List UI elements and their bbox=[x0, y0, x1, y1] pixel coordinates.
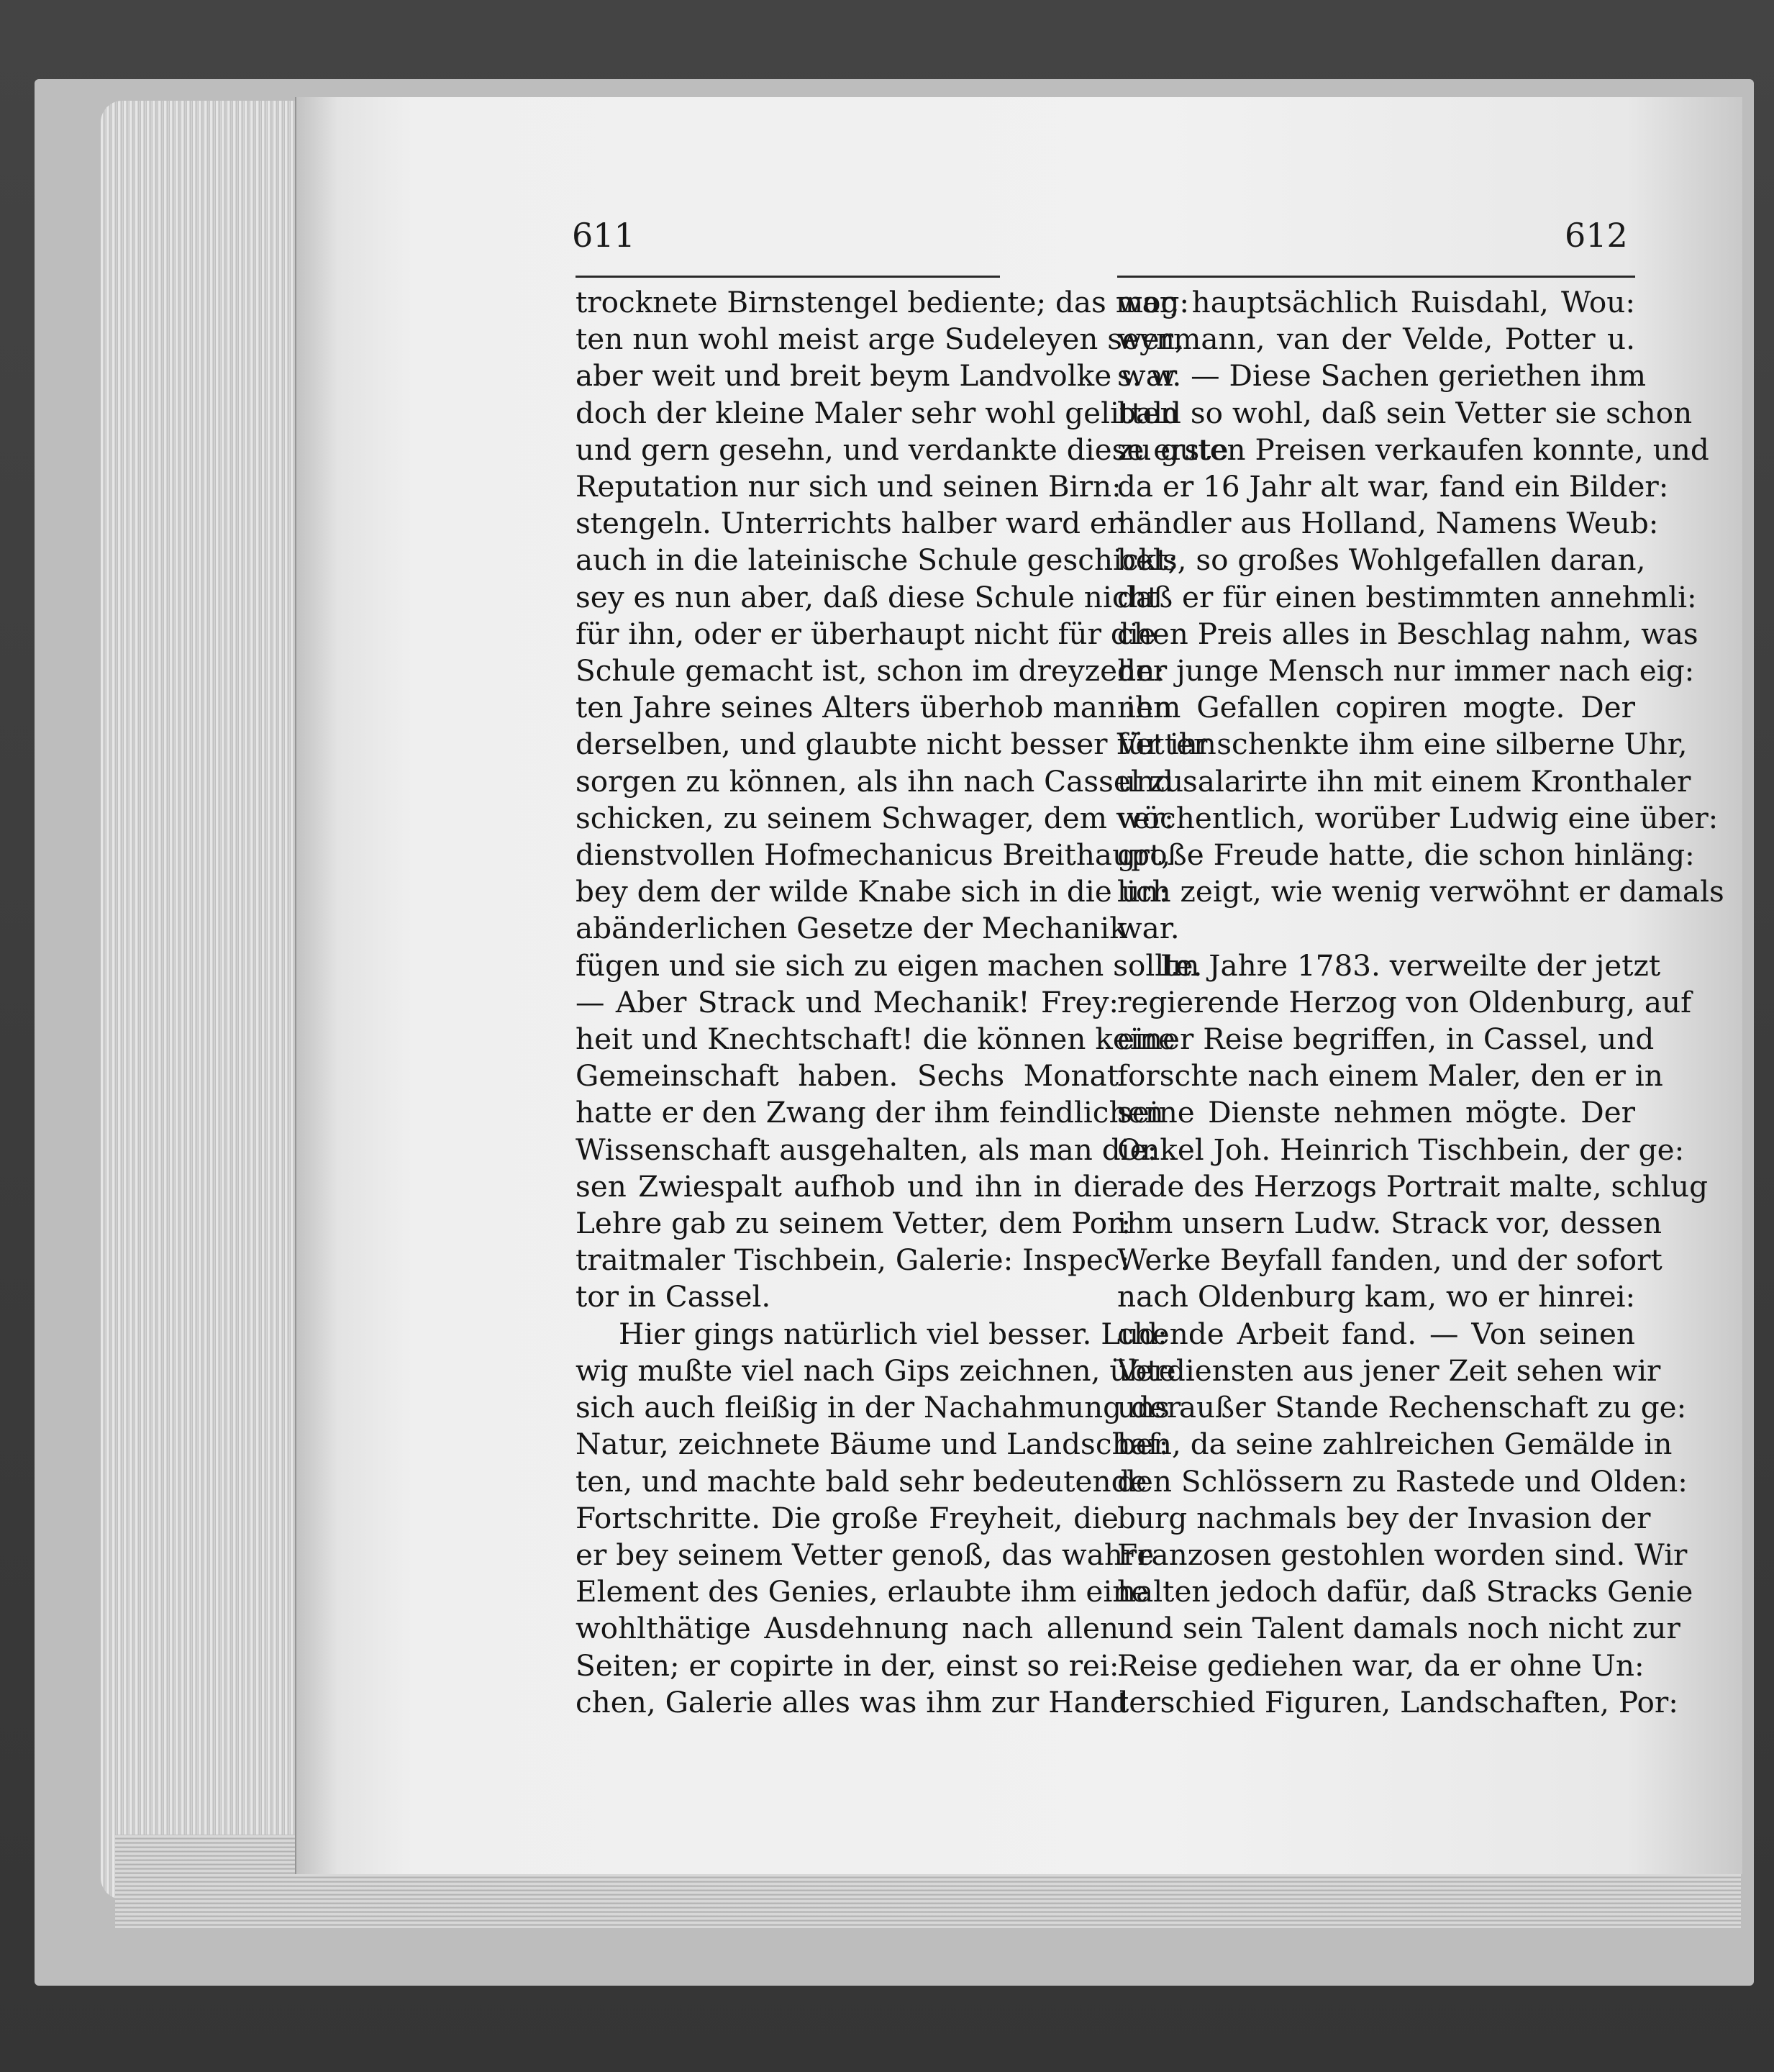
text-line: chende Arbeit fand. — Von seinen bbox=[1117, 1316, 1635, 1351]
text-line: und salarirte ihn mit einem Kronthaler bbox=[1117, 763, 1691, 799]
text-line: wig mußte viel nach Gips zeichnen, übte bbox=[576, 1353, 1176, 1388]
text-line: sorgen zu können, als ihn nach Cassel zu bbox=[576, 763, 1184, 799]
text-line: sey es nun aber, daß diese Schule nicht bbox=[576, 579, 1159, 614]
header-rule-right bbox=[1117, 276, 1635, 278]
text-line: chen, Galerie alles was ihm zur Hand bbox=[576, 1684, 1129, 1719]
text-line: — Aber Strack und Mechanik! Frey: bbox=[576, 984, 1119, 1019]
text-line: und sein Talent damals noch nicht zur bbox=[1117, 1611, 1680, 1646]
text-line: s. w. — Diese Sachen geriethen ihm bbox=[1117, 358, 1647, 394]
text-line: forschte nach einem Maler, den er in bbox=[1117, 1058, 1663, 1094]
text-line: wohlthätige Ausdehnung nach allen bbox=[576, 1611, 1119, 1646]
text-line: rade des Herzogs Portrait malte, schlug bbox=[1117, 1168, 1709, 1204]
text-line: er bey seinem Vetter genoß, das wahre bbox=[576, 1537, 1155, 1572]
text-line: für ihn, oder er überhaupt nicht für die bbox=[576, 616, 1156, 651]
text-line: nem Gefallen copiren mogte. Der bbox=[1117, 690, 1635, 725]
text-line: sich auch fleißig in der Nachahmung der bbox=[576, 1390, 1181, 1425]
text-line: stengeln. Unterrichts halber ward er bbox=[576, 506, 1122, 541]
text-line: daß er für einen bestimmten annehmli: bbox=[1117, 579, 1697, 614]
text-line: den Schlössern zu Rastede und Olden: bbox=[1117, 1463, 1688, 1499]
text-line: der junge Mensch nur immer nach eig: bbox=[1117, 653, 1695, 689]
text-line: traitmaler Tischbein, Galerie: Inspec: bbox=[576, 1242, 1130, 1278]
text-line: war, hauptsächlich Ruisdahl, Wou: bbox=[1117, 285, 1635, 319]
text-line: zu guten Preisen verkaufen konnte, und bbox=[1117, 432, 1709, 467]
text-line: Vetter schenkte ihm eine silberne Uhr, bbox=[1117, 727, 1688, 762]
text-line: da er 16 Jahr alt war, fand ein Bilder: bbox=[1117, 469, 1669, 504]
text-line: lich zeigt, wie wenig verwöhnt er damals bbox=[1117, 874, 1724, 909]
text-line: ihm unsern Ludw. Strack vor, dessen bbox=[1117, 1206, 1662, 1241]
text-line: Franzosen gestohlen worden sind. Wir bbox=[1117, 1537, 1688, 1572]
text-line: heit und Knechtschaft! die können keine bbox=[576, 1022, 1175, 1057]
text-line: chen Preis alles in Beschlag nahm, was bbox=[1117, 616, 1698, 651]
text-line: und gern gesehn, und verdankte diese erste bbox=[576, 432, 1229, 467]
text-line: händler aus Holland, Namens Weub: bbox=[1117, 506, 1659, 541]
text-line: terschied Figuren, Landschaften, Por: bbox=[1117, 1684, 1678, 1719]
text-line: Lehre gab zu seinem Vetter, dem Por: bbox=[576, 1206, 1132, 1241]
text-line: war. bbox=[1117, 911, 1180, 946]
text-line: ten Jahre seines Alters überhob man ihn bbox=[576, 690, 1173, 725]
text-line: Seiten; er copirte in der, einst so rei: bbox=[576, 1648, 1119, 1683]
text-line: große Freude hatte, die schon hinläng: bbox=[1117, 837, 1695, 873]
header-rule-left bbox=[576, 276, 1000, 278]
text-line: ten nun wohl meist arge Sudeleyen seyn, bbox=[576, 322, 1184, 357]
text-line: nach Oldenburg kam, wo er hinrei: bbox=[1117, 1279, 1636, 1314]
text-line: tor in Cassel. bbox=[576, 1279, 771, 1314]
text-line: uns außer Stande Rechenschaft zu ge: bbox=[1117, 1390, 1687, 1425]
text-line: Im Jahre 1783. verweilte der jetzt bbox=[1160, 948, 1661, 983]
text-line: bels, so großes Wohlgefallen daran, bbox=[1117, 542, 1646, 578]
text-line: seine Dienste nehmen mögte. Der bbox=[1117, 1095, 1635, 1130]
page-number-right: 612 bbox=[1565, 216, 1628, 255]
text-line: regierende Herzog von Oldenburg, auf bbox=[1117, 984, 1692, 1019]
page-edges-left bbox=[101, 101, 309, 1899]
text-line: wermann, van der Velde, Potter u. bbox=[1117, 322, 1635, 357]
text-column-left bbox=[576, 284, 1229, 1721]
text-line: sen Zwiespalt aufhob und ihn in die bbox=[576, 1168, 1119, 1204]
text-line: Element des Genies, erlaubte ihm eine bbox=[576, 1574, 1149, 1609]
text-line: Werke Beyfall fanden, und der sofort bbox=[1117, 1242, 1662, 1278]
text-line: Reputation nur sich und seinen Birn: bbox=[576, 469, 1122, 504]
text-column-right bbox=[1117, 284, 1724, 1721]
text-line: Wissenschaft ausgehalten, als man die: bbox=[576, 1132, 1157, 1167]
text-line: ten, und machte bald sehr bedeutende bbox=[576, 1463, 1147, 1499]
text-line: Verdiensten aus jener Zeit sehen wir bbox=[1117, 1353, 1661, 1388]
text-line: auch in die lateinische Schule geschickt; bbox=[576, 542, 1178, 578]
text-line: halten jedoch dafür, daß Stracks Genie bbox=[1117, 1574, 1693, 1609]
text-line: fügen und sie sich zu eigen machen sollte. bbox=[576, 948, 1203, 983]
text-line: trocknete Birnstengel bediente; das mog: bbox=[576, 285, 1190, 319]
gutter-shadow bbox=[295, 97, 338, 1874]
page-number-left: 611 bbox=[572, 216, 635, 255]
text-line: schicken, zu seinem Schwager, dem ver: bbox=[576, 800, 1174, 835]
text-line: abänderlichen Gesetze der Mechanik bbox=[576, 911, 1127, 946]
text-line: Hier gings natürlich viel besser. Lud: bbox=[619, 1316, 1168, 1351]
text-line: burg nachmals bey der Invasion der bbox=[1117, 1500, 1651, 1535]
text-line: Gemeinschaft haben. Sechs Monat bbox=[576, 1058, 1119, 1094]
text-line: ben, da seine zahlreichen Gemälde in bbox=[1117, 1427, 1673, 1462]
text-line: derselben, und glaubte nicht besser für ihn bbox=[576, 727, 1216, 762]
text-line: bald so wohl, daß sein Vetter sie schon bbox=[1117, 395, 1693, 430]
text-line: doch der kleine Maler sehr wohl gelitten bbox=[576, 395, 1179, 430]
text-line: Reise gediehen war, da er ohne Un: bbox=[1117, 1648, 1645, 1683]
text-line: bey dem der wilde Knabe sich in die un: bbox=[576, 874, 1169, 909]
text-line: Schule gemacht ist, schon im dreyzehn: bbox=[576, 653, 1165, 689]
text-line: dienstvollen Hofmechanicus Breithaupt, bbox=[576, 837, 1171, 873]
text-line: Natur, zeichnete Bäume und Landschaf: bbox=[576, 1427, 1169, 1462]
text-line: einer Reise begriffen, in Cassel, und bbox=[1117, 1022, 1655, 1057]
text-line: hatte er den Zwang der ihm feindlichen bbox=[576, 1095, 1164, 1130]
text-line: aber weit und breit beym Landvolke war bbox=[576, 358, 1178, 394]
text-line: Fortschritte. Die große Freyheit, die bbox=[576, 1500, 1119, 1535]
text-line: wöchentlich, worüber Ludwig eine über: bbox=[1117, 800, 1719, 835]
text-line: Onkel Joh. Heinrich Tischbein, der ge: bbox=[1117, 1132, 1685, 1167]
